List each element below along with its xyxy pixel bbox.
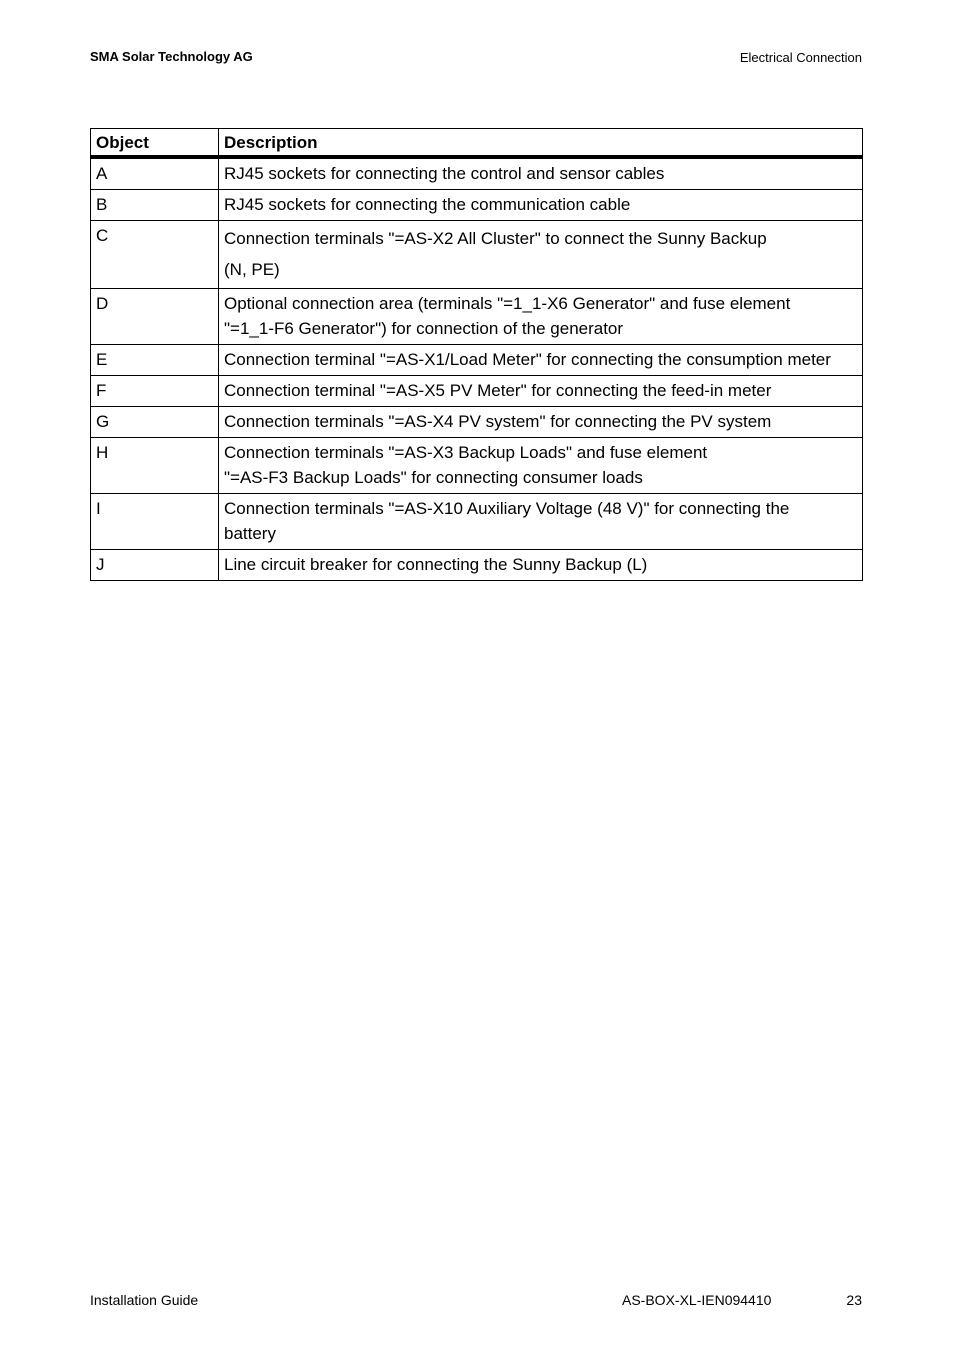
object-cell: B xyxy=(91,190,219,221)
table-row xyxy=(91,407,863,438)
description-cell: Connection terminals "=AS-X2 All Cluster" to connect the Sunny Backup (N, PE) xyxy=(219,221,863,289)
object-cell: C xyxy=(91,221,219,289)
object-cell: D xyxy=(91,289,219,345)
column-header-object: Object xyxy=(91,129,219,158)
object-cell: G xyxy=(91,407,219,438)
table-row xyxy=(91,494,863,550)
description-cell: Connection terminals "=AS-X4 PV system" for connecting the PV system xyxy=(219,407,863,438)
table-row xyxy=(91,438,863,494)
description-cell: Connection terminals "=AS-X10 Auxiliary Voltage (48 V)" for connecting the battery xyxy=(219,494,863,550)
object-description-table xyxy=(90,128,863,581)
table-row xyxy=(91,221,863,289)
table-row xyxy=(91,289,863,345)
object-cell: A xyxy=(91,157,219,190)
object-cell: H xyxy=(91,438,219,494)
description-cell: Connection terminal "=AS-X1/Load Meter" for connecting the consumption meter xyxy=(219,345,863,376)
table-row xyxy=(91,376,863,407)
description-cell: RJ45 sockets for connecting the control and sensor cables xyxy=(219,157,863,190)
page-number: 23 xyxy=(846,1292,862,1308)
table-row xyxy=(91,190,863,221)
object-cell: J xyxy=(91,550,219,581)
object-cell: F xyxy=(91,376,219,407)
footer-document-id: AS-BOX-XL-IEN094410 xyxy=(622,1292,772,1308)
header-company: SMA Solar Technology AG xyxy=(90,49,253,64)
table-row xyxy=(91,157,863,190)
description-cell: Connection terminals "=AS-X3 Backup Loads" and fuse element "=AS-F3 Backup Loads" for connecting consumer loads xyxy=(219,438,863,494)
description-cell: Connection terminal "=AS-X5 PV Meter" for connecting the feed-in meter xyxy=(219,376,863,407)
object-cell: E xyxy=(91,345,219,376)
table-row xyxy=(91,550,863,581)
table-row xyxy=(91,345,863,376)
table-header-row xyxy=(91,129,863,158)
description-cell: RJ45 sockets for connecting the communication cable xyxy=(219,190,863,221)
header-section-title: Electrical Connection xyxy=(739,50,862,65)
description-cell: Line circuit breaker for connecting the Sunny Backup (L) xyxy=(219,550,863,581)
column-header-description: Description xyxy=(219,129,863,158)
description-cell: Optional connection area (terminals "=1_1-X6 Generator" and fuse element "=1_1-F6 Generator") for connection of the generator xyxy=(219,289,863,345)
footer-document-type: Installation Guide xyxy=(90,1292,199,1308)
object-cell: I xyxy=(91,494,219,550)
